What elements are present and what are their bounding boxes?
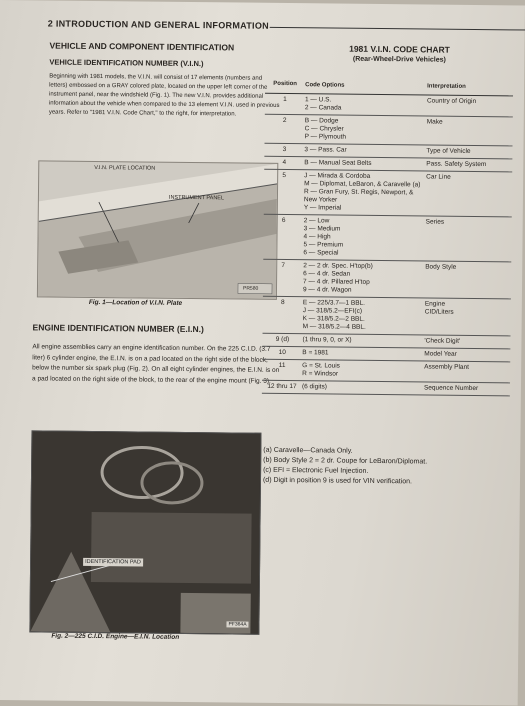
code-option: 2 — 2 dr. Spec. H'top(b) (303, 262, 373, 270)
label-instrument-panel: INSTRUMENT PANEL (168, 194, 225, 202)
code-option: 5 — Premium (303, 241, 344, 249)
interpretation-text: Assembly Plant (424, 363, 470, 371)
code-option: G = St. Louis (302, 362, 340, 370)
cell-position: 3 (282, 145, 287, 154)
engine-photo-figure (29, 430, 261, 634)
note: (c) EFI = Electronic Fuel Injection. (263, 466, 369, 475)
table-row (265, 115, 513, 147)
code-option: 9 — 4 dr. Wagon (302, 286, 352, 294)
interpretation-text: Make (426, 118, 443, 126)
code-option: 4 — High (303, 233, 331, 241)
cell-interpretation (423, 261, 511, 298)
interpretation-text: Type of Vehicle (426, 147, 471, 155)
cell-code-options (302, 347, 422, 360)
cell-interpretation (422, 335, 510, 348)
cell-code-options (303, 260, 423, 297)
code-option: P — Plymouth (304, 133, 347, 141)
cell-code-options (305, 115, 425, 144)
cell-code-options (302, 360, 422, 381)
table-row (263, 260, 511, 300)
table-row (262, 381, 510, 397)
engine-illustration (30, 431, 260, 633)
code-option: 1 — U.S. (304, 96, 332, 104)
interpretation-text: Country of Origin (426, 97, 477, 105)
cell-code-options (304, 144, 424, 157)
code-option: C — Chrysler (304, 125, 344, 133)
code-option: J — Mirada & Cordoba (304, 172, 371, 180)
code-option: R — Gran Fury, St. Regis, Newport, & New Yorker (303, 188, 414, 204)
table-row (263, 297, 511, 337)
interpretation-text: 'Check Digit' (424, 337, 461, 345)
code-option: R = Windsor (302, 370, 339, 378)
col-header-interpretation: Interpretation (427, 83, 466, 90)
code-option: 2 — Low (303, 217, 330, 225)
col-header-code: Code Options (305, 82, 345, 89)
cell-position: 5 (282, 171, 287, 180)
figure-code-1: PR580 (242, 285, 259, 292)
vin-code-table (262, 79, 513, 397)
cell-position: 1 (283, 95, 287, 104)
table-row (262, 360, 510, 384)
cell-position: 8 (280, 298, 285, 306)
interpretation-text: Car Line (426, 173, 451, 181)
cell-position: 12 thru 17 (267, 382, 297, 391)
code-option: B — Dodge (304, 117, 339, 125)
cell-code-options (303, 297, 423, 334)
code-option: 6 — Special (303, 249, 339, 257)
ein-heading: ENGINE IDENTIFICATION NUMBER (E.I.N.) (32, 322, 204, 335)
code-option: (1 thru 9, 0, or X) (302, 336, 352, 344)
interpretation-text: Pass. Safety System (426, 160, 487, 169)
cell-position: 6 (281, 216, 286, 225)
ein-paragraph: All engine assemblies carry an engine identification number. On the 225 C.I.D. (3.7 liter) 6 cylinder engine, the E.I.N. is on a pad located on the right side of the block, below the number six spark plug (Fig. 2). On all eight cylinder engines, the E.I.N. is on a pad located on the right side of the block, to the rear of the engine mount (Fig. 3). (32, 343, 280, 385)
cell-position: 7 (281, 261, 286, 269)
cell-interpretation (423, 216, 511, 261)
cell-code-options (303, 215, 423, 260)
note: (b) Body Style 2 = 2 dr. Coupe for LeBaron/Diplomat. (263, 456, 428, 466)
cell-code-options (305, 94, 425, 115)
code-option: E — 225/3.7—1 BBL. (302, 299, 366, 307)
cell-interpretation (424, 145, 512, 158)
figure2-caption: Fig. 2—225 C.I.D. Engine—E.I.N. Location (51, 632, 180, 641)
vin-paragraph: Beginning with 1981 models, the V.I.N. will consist of 17 elements (numbers and letters) embossed on a GRAY colored plate, located on the upper left corner of the instrument panel, near the windshield (Fig. 1). The new V.I.N. provides additional information about the vehicle when compared to the 13 element V.I.N. used in previous years. Refer to "1981 V.I.N. Code Chart," to the right, for interpretation. (48, 73, 280, 118)
label-identification-pad: IDENTIFICATION PAD (83, 558, 143, 567)
page-header: 2 INTRODUCTION AND GENERAL INFORMATION (47, 18, 270, 31)
figure-code-2: PF364A (228, 621, 247, 628)
cell-position: 4 (282, 158, 287, 167)
table-row (264, 170, 512, 218)
cell-code-options (304, 157, 424, 170)
cell-interpretation (425, 95, 513, 116)
cell-interpretation (422, 348, 510, 361)
code-option: 2 — Canada (304, 104, 342, 112)
note: (d) Digit in position 9 is used for VIN verification. (262, 476, 413, 486)
table-title: 1981 V.I.N. CODE CHART (349, 43, 450, 55)
table-row (265, 94, 513, 118)
cell-code-options (302, 334, 422, 347)
interpretation-text: Engine (424, 300, 446, 308)
interpretation-text: Model Year (424, 350, 457, 358)
vin-subheading: VEHICLE IDENTIFICATION NUMBER (V.I.N.) (49, 57, 204, 69)
label-vin-plate: V.I.N. PLATE LOCATION (94, 164, 156, 172)
interpretation-text: Series (425, 218, 445, 226)
cell-interpretation (425, 116, 513, 145)
note: (a) Caravelle—Canada Only. (263, 446, 353, 455)
cell-interpretation (423, 298, 511, 335)
code-option: 7 — 4 dr. Pillared H'top (303, 278, 370, 286)
dashboard-illustration (38, 161, 277, 298)
col-header-position: Position (273, 80, 297, 88)
cell-code-options (302, 381, 422, 394)
cell-interpretation (424, 158, 512, 171)
interpretation-text: CID/Liters (424, 308, 454, 316)
code-option: 3 — Pass. Car (304, 146, 347, 154)
interpretation-text: Sequence Number (423, 384, 479, 393)
cell-interpretation (422, 361, 510, 382)
code-option: M — Diplomat, LeBaron, & Caravelle (a) (304, 180, 421, 189)
code-option: K — 318/5.2—2 BBL. (302, 315, 365, 323)
cell-position: 10 (278, 348, 286, 357)
code-option: B = 1981 (302, 349, 329, 357)
table-row (263, 215, 511, 263)
cell-position: 11 (278, 361, 286, 370)
vin-plate-figure (37, 160, 278, 300)
header-rule (270, 27, 525, 31)
cell-interpretation (422, 382, 510, 395)
code-option: M — 318/5.2—4 BBL. (302, 323, 366, 331)
code-option: B — Manual Seat Belts (304, 159, 372, 167)
code-option: (6 digits) (301, 383, 327, 391)
cell-interpretation (424, 171, 512, 216)
code-option: Y — Imperial (303, 204, 342, 212)
code-option: 6 — 4 dr. Sedan (303, 270, 351, 278)
cell-code-options (304, 170, 424, 215)
table-subtitle: (Rear-Wheel-Drive Vehicles) (352, 55, 446, 64)
table-notes (263, 446, 503, 489)
code-option: 3 — Medium (303, 225, 341, 233)
section-heading: VEHICLE AND COMPONENT IDENTIFICATION (49, 40, 235, 53)
interpretation-text: Body Style (425, 263, 457, 271)
cell-position: 2 (282, 116, 287, 125)
cell-position: 9 (d) (275, 335, 290, 344)
figure1-caption: Fig. 1—Location of V.I.N. Plate (88, 298, 183, 307)
code-option: J — 318/5.2—EFI(c) (302, 307, 363, 315)
